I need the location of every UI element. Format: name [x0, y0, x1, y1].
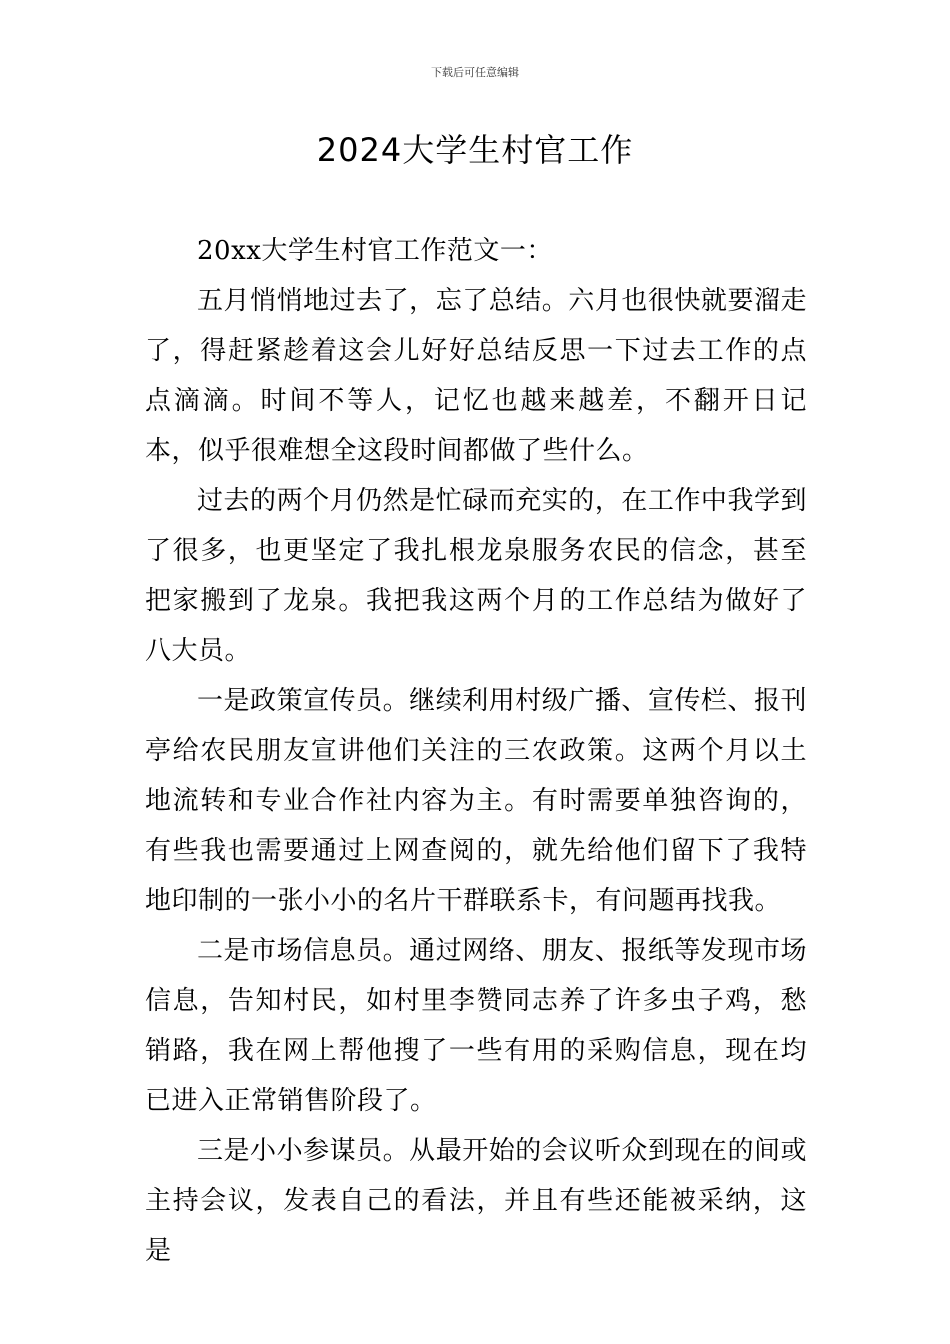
header-note: 下载后可任意编辑: [431, 66, 519, 79]
document-body: [145, 226, 807, 1276]
document-title: 2024大学生村官工作: [316, 131, 634, 169]
paragraph-intro: 20xx大学生村官工作范文一：: [197, 236, 553, 266]
paragraph-advisor: 三是小小参谋员。从最开始的会议听众到现在的间或主持会议，发表自己的看法，并且有些还能被采纳，这是: [145, 1136, 807, 1266]
paragraph-may-summary: 五月悄悄地过去了，忘了总结。六月也很快就要溜走了，得赶紧趁着这会儿好好总结反思一下过去工作的点点滴滴。时间不等人，记忆也越来越差，不翻开日记本，似乎很难想全这段时间都做了些什么。: [145, 286, 807, 466]
paragraph-market-info: 二是市场信息员。通过网络、朋友、报纸等发现市场信息，告知村民，如村里李赞同志养了许多虫子鸡，愁销路，我在网上帮他搜了一些有用的采购信息，现在均已进入正常销售阶段了。: [145, 936, 807, 1116]
paragraph-policy-promoter: 一是政策宣传员。继续利用村级广播、宣传栏、报刊亭给农民朋友宣讲他们关注的三农政策。这两个月以土地流转和专业合作社内容为主。有时需要单独咨询的，有些我也需要通过上网查阅的，就先给他们留下了我特地印制的一张小小的名片干群联系卡，有问题再找我。: [145, 686, 807, 916]
paragraph-two-months: 过去的两个月仍然是忙碌而充实的，在工作中我学到了很多，也更坚定了我扎根龙泉服务农民的信念，甚至把家搬到了龙泉。我把我这两个月的工作总结为做好了八大员。: [145, 486, 807, 666]
